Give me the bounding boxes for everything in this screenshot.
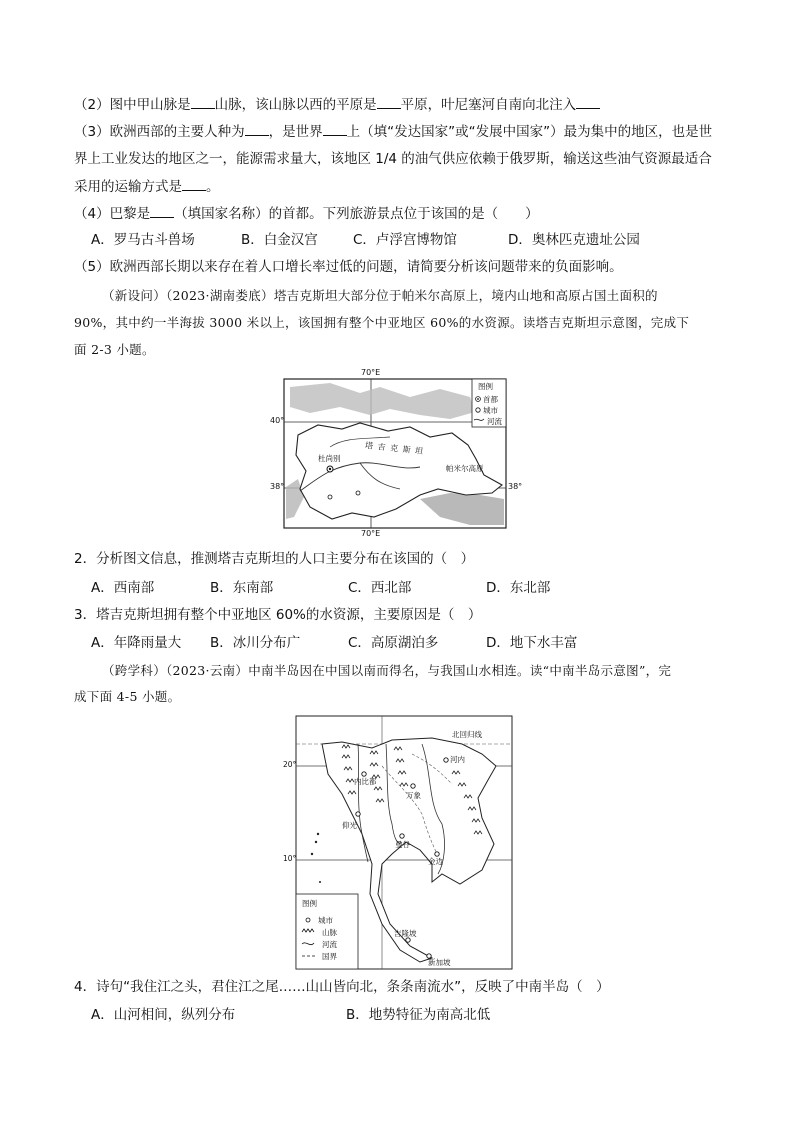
answer-blank[interactable] — [182, 176, 206, 191]
q4-part1: （4）巴黎是 — [74, 206, 151, 222]
q3-line1 — [74, 121, 712, 142]
intro2-line1 — [102, 661, 671, 681]
intro1-line1-text: 塔吉克斯坦大部分位于帕米尔高原上，境内山地和高原占国土面积的 — [273, 288, 658, 303]
country-label: 塔 吉 克 斯 坦 — [364, 440, 425, 457]
q2-option-a[interactable]: A．西南部 — [91, 580, 155, 596]
q3-stem: 3．塔吉克斯坦拥有整个中亚地区 60%的水资源，主要原因是（ ） — [74, 607, 482, 623]
lat-38-right-label: 38° — [508, 482, 523, 491]
city-kualalumpur: 吉隆坡 — [394, 929, 417, 938]
q2-part3: 平原，叶尼塞河自南向北注入 — [400, 97, 577, 113]
q3-option-d[interactable]: D．地下水丰富 — [486, 635, 578, 651]
q4-option-c[interactable]: C．卢浮宫博物馆 — [353, 232, 457, 248]
legend-capital: 首都 — [483, 395, 498, 404]
q4b-option-a[interactable]: A．山河相间，纵列分布 — [91, 1007, 236, 1023]
intro2-tag: （跨学科）（2023·云南） — [102, 663, 249, 678]
q3-line3-a: 采用的运输方式是 — [74, 179, 182, 195]
intro2-line2: 成下面 4-5 小题。 — [74, 689, 181, 704]
q4-part2: （填国家名称）的首都。下列旅游景点位于该国的是（ ） — [174, 206, 539, 222]
q4-text — [74, 203, 539, 224]
answer-blank[interactable] — [150, 203, 174, 218]
capital-label: 杜尚别 — [318, 454, 341, 463]
q4-option-a[interactable]: A．罗马古斗兽场 — [91, 232, 195, 248]
intro1-line3: 面 2-3 小题。 — [74, 342, 155, 357]
q2-part2: 山脉，该山脉以西的平原是 — [214, 97, 377, 113]
lat-10-label: 10° — [283, 854, 297, 863]
q4b-option-b[interactable]: B．地势特征为南高北低 — [346, 1007, 491, 1023]
city-vientiane: 万象 — [406, 791, 421, 800]
answer-blank[interactable] — [323, 121, 347, 136]
answer-blank[interactable] — [576, 94, 600, 109]
q3-line3 — [74, 176, 220, 197]
city-phnompenh: 金边 — [428, 857, 443, 866]
q2-option-b[interactable]: B．东南部 — [210, 580, 274, 596]
q3-option-b[interactable]: B．冰川分布广 — [210, 635, 301, 651]
q2-part1: （2）图中甲山脉是 — [74, 97, 191, 113]
plateau-label: 帕米尔高原 — [446, 464, 484, 473]
legend2-river: 河流 — [322, 940, 337, 949]
tropic-label: 北回归线 — [452, 730, 482, 739]
lat-20-label: 20° — [283, 760, 297, 769]
q3-option-a[interactable]: A．年降雨量大 — [91, 635, 182, 651]
q4-option-b[interactable]: B．白金汉宫 — [241, 232, 318, 248]
city-yangon: 仰光 — [342, 821, 357, 830]
q3-option-c[interactable]: C．高原湖泊多 — [348, 635, 439, 651]
answer-blank[interactable] — [245, 121, 269, 136]
q2-option-c[interactable]: C．西北部 — [348, 580, 412, 596]
intro1-line1 — [102, 286, 658, 306]
lat-40-label: 40° — [270, 416, 285, 425]
answer-blank[interactable] — [377, 94, 401, 109]
tajikistan-map — [270, 367, 526, 539]
q2-stem: 2．分析图文信息，推测塔吉克斯坦的人口主要分布在该国的（ ） — [74, 551, 475, 567]
intro1-line2: 90%，其中约一半海拔 3000 米以上，该国拥有整个中亚地区 60%的水资源。读塔吉克斯坦示意图，完成下 — [74, 315, 690, 330]
q3-line2: 界上工业发达的地区之一，能源需求量大，该地区 1/4 的油气供应依赖于俄罗斯，输送这些油气资源最适合 — [74, 151, 712, 167]
lon-top-label: 70°E — [361, 368, 381, 377]
city-naypyidaw: 内比都 — [354, 777, 377, 786]
legend-city: 城市 — [483, 406, 498, 415]
city-hanoi: 河内 — [450, 755, 465, 764]
q2-option-d[interactable]: D．东北部 — [486, 580, 551, 596]
q3-line1-a: （3）欧洲西部的主要人种为 — [74, 124, 245, 140]
legend2-border: 国界 — [322, 952, 337, 961]
q3-line1-b: ，是世界 — [268, 124, 323, 140]
legend2-mountain: 山脉 — [322, 928, 337, 937]
q5-text: （5）欧洲西部长期以来存在着人口增长率过低的问题，请简要分析该问题带来的负面影响。 — [74, 259, 623, 275]
lat-38-left-label: 38° — [270, 482, 285, 491]
indochina-map — [282, 714, 514, 972]
city-singapore: 新加坡 — [428, 958, 451, 967]
legend-title: 图例 — [478, 382, 493, 391]
q3-line1-c: 上（填“发达国家”或“发展中国家”）最为集中的地区，也是世 — [346, 124, 713, 140]
answer-blank[interactable] — [191, 94, 215, 109]
q2-text — [74, 94, 600, 115]
legend2-title: 图例 — [302, 899, 317, 908]
intro1-tag: （新设问）（2023·湖南娄底） — [102, 288, 274, 303]
q3-line3-b: 。 — [206, 179, 220, 195]
q4-stem: 4．诗句“我住江之头，君住江之尾……山山皆向北，条条南流水”，反映了中南半岛（ ） — [74, 979, 610, 995]
lon-bottom-label: 70°E — [361, 529, 381, 538]
q4-option-d[interactable]: D．奥林匹克遗址公园 — [508, 232, 640, 248]
legend-river: 河流 — [487, 417, 502, 426]
intro2-line1-text: 中南半岛因在中国以南而得名，与我国山水相连。读“中南半岛示意图”，完 — [248, 663, 672, 678]
legend2-city: 城市 — [318, 916, 333, 925]
city-bangkok: 曼谷 — [395, 840, 410, 849]
